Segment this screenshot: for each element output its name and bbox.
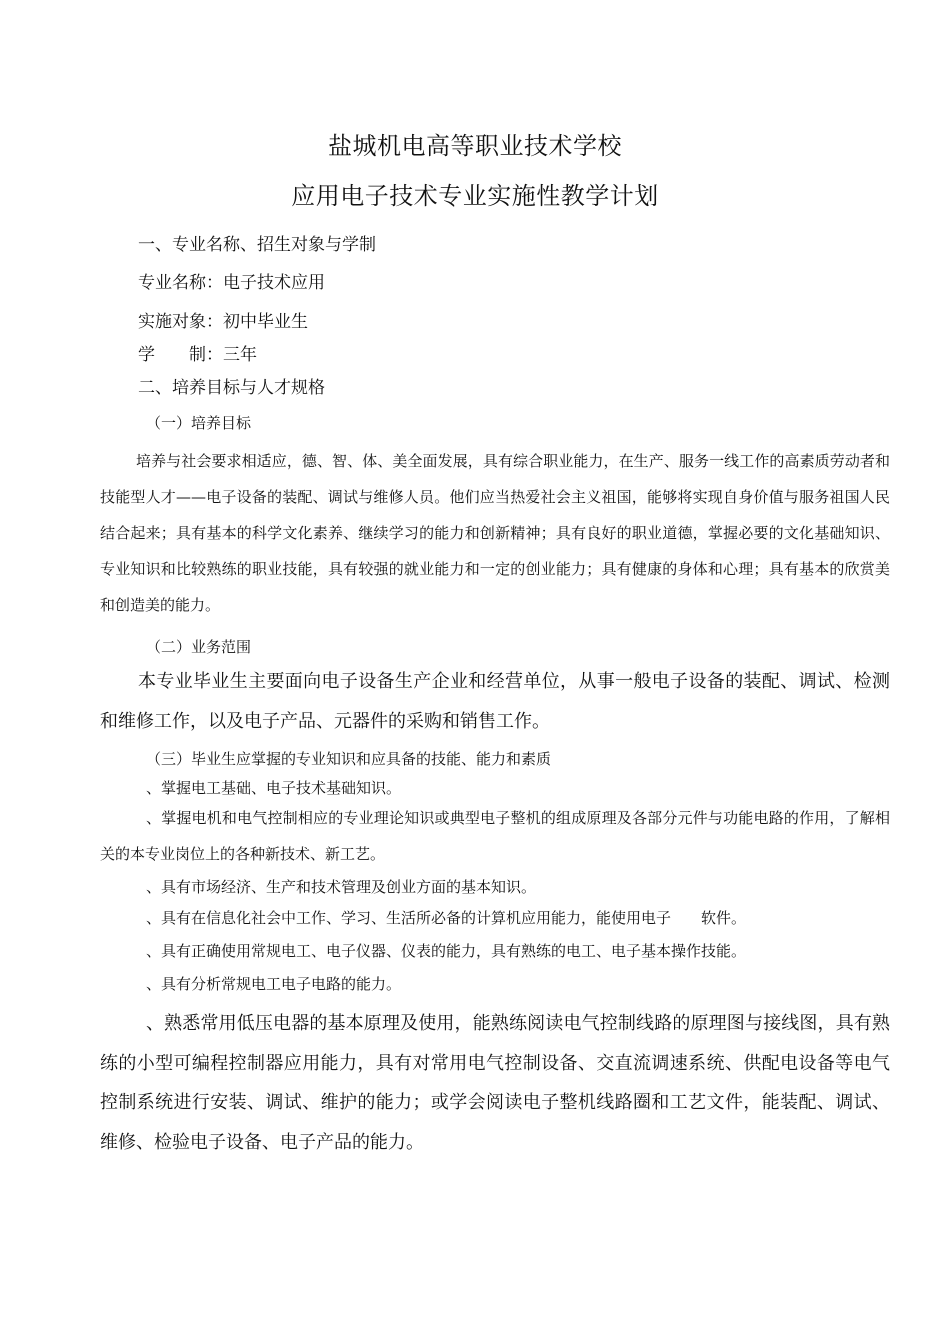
section1-heading: 一、专业名称、招生对象与学制 bbox=[138, 235, 376, 255]
competency-item: 、具有正确使用常规电工、电子仪器、仪表的能力，具有熟练的电工、电子基本操作技能。 bbox=[146, 942, 747, 960]
business-scope-paragraph: 本专业毕业生主要面向电子设备生产企业和经营单位，从事一般电子设备的装配、调试、检测和维修工作，以及电子产品、元器件的采购和销售工作。 bbox=[100, 671, 890, 732]
sub3-heading: （三）毕业生应掌握的专业知识和应具备的技能、能力和素质 bbox=[146, 750, 552, 768]
major-name: 专业名称：电子技术应用 bbox=[138, 273, 325, 293]
section2-heading: 二、培养目标与人才规格 bbox=[138, 378, 325, 398]
competency-item: 、熟悉常用低压电器的基本原理及使用，能熟练阅读电气控制线路的原理图与接线图，具有熟练的小型可编程控制器应用能力，具有对常用电气控制设备、交直流调速系统、供配电设备等电气控制系统进行安装、调试、维护的能力；或学会阅读电子整机线路圈和工艺文件，能装配、调试、维修、检验电子设备、电子产品的能力。 bbox=[100, 1013, 890, 1153]
school-title: 盐城机电高等职业技术学校 bbox=[328, 132, 622, 160]
competency-item: 、具有在信息化社会中工作、学习、生活所必备的计算机应用能力，能使用电子 软件。 bbox=[146, 909, 747, 927]
study-duration: 学 制：三年 bbox=[138, 345, 257, 365]
competency-item: 、具有分析常规电工电子电路的能力。 bbox=[146, 975, 402, 993]
competency-item: 、具有市场经济、生产和技术管理及创业方面的基本知识。 bbox=[146, 878, 537, 896]
training-goal-paragraph: 培养与社会要求相适应，德、智、体、美全面发展，具有综合职业能力，在生产、服务一线工作的高素质劳动者和技能型人才——电子设备的装配、调试与维修人员。他们应当热爱社会主义祖国，能够将实现自身价值与服务祖国人民结合起来；具有基本的科学文化素养、继续学习的能力和创新精神；具有良好的职业道德，掌握必要的文化基础知识、专业知识和比较熟练的职业技能，具有较强的就业能力和一定的创业能力；具有健康的身体和心理；具有基本的欣赏美和创造美的能力。 bbox=[100, 452, 890, 614]
sub2-heading: （二）业务范围 bbox=[146, 638, 252, 656]
sub1-heading: （一）培养目标 bbox=[146, 414, 252, 432]
enrollment-target: 实施对象：初中毕业生 bbox=[138, 312, 308, 332]
competency-item: 、掌握电机和电气控制相应的专业理论知识或典型电子整机的组成原理及各部分元件与功能电路的作用，了解相关的本专业岗位上的各种新技术、新工艺。 bbox=[100, 809, 890, 863]
plan-title: 应用电子技术专业实施性教学计划 bbox=[291, 182, 659, 210]
competency-item: 、掌握电工基础、电子技术基础知识。 bbox=[146, 779, 402, 797]
